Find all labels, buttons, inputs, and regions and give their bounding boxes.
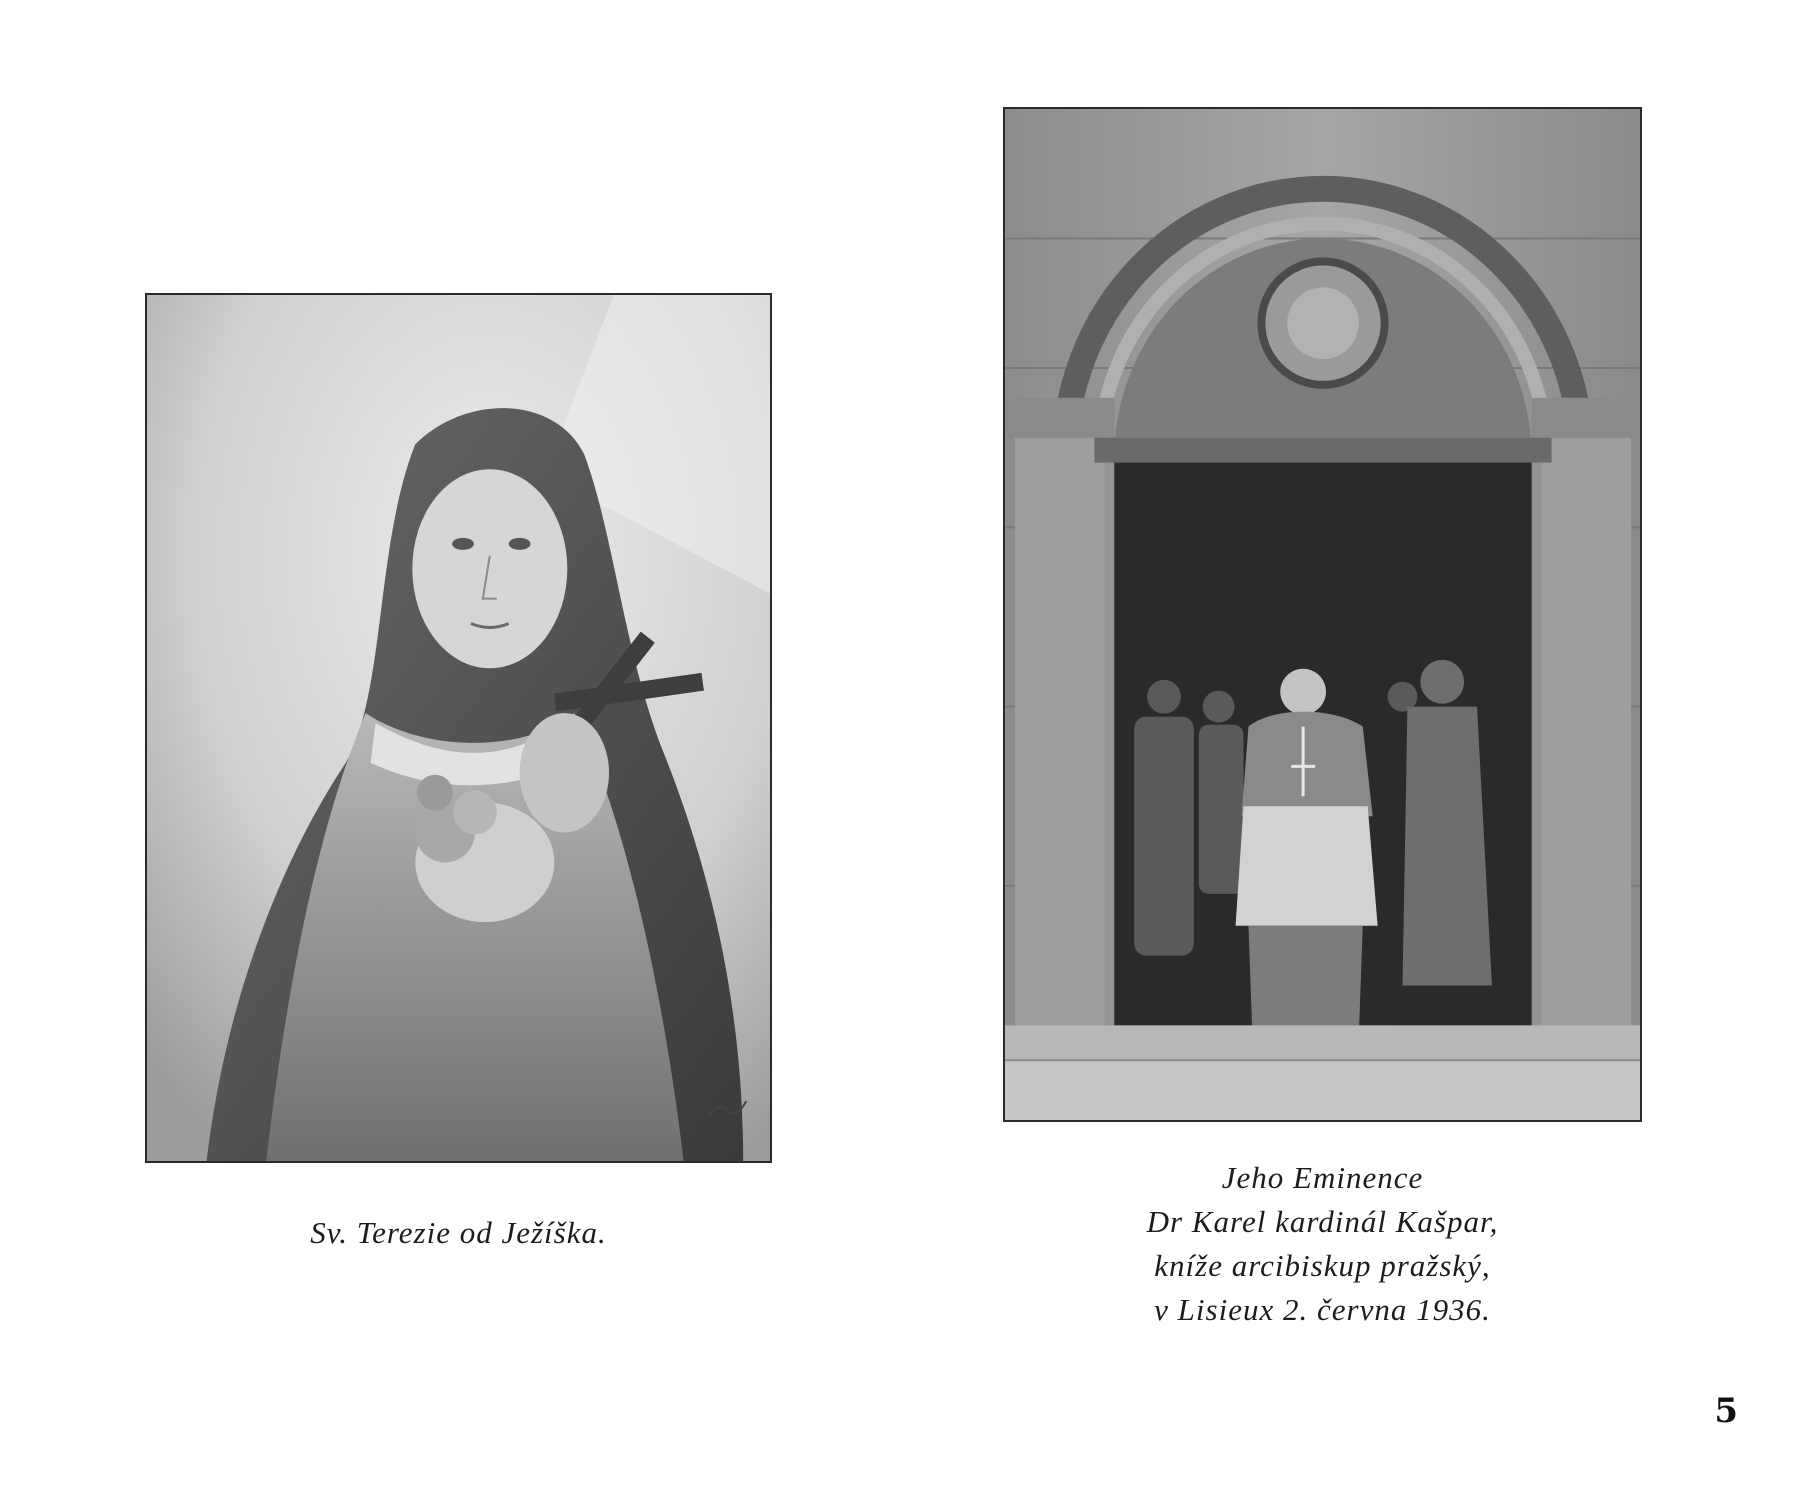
portal-photo-plate (1003, 107, 1642, 1122)
caption-line: kníže arcibiskup pražský, (1154, 1248, 1491, 1283)
page-number: 5 (1714, 1391, 1738, 1431)
caption-line: Jeho Eminence (1221, 1160, 1424, 1195)
caption-line: v Lisieux 2. června 1936. (1154, 1292, 1491, 1327)
portrait-plate (145, 293, 772, 1163)
caption-line: Dr Karel kardinál Kašpar, (1146, 1204, 1499, 1239)
portrait-illustration (147, 295, 770, 1161)
portrait-caption: Sv. Terezie od Ježíška. (310, 1215, 607, 1250)
portal-photograph (1005, 109, 1640, 1120)
portal-caption (1003, 1156, 1642, 1332)
